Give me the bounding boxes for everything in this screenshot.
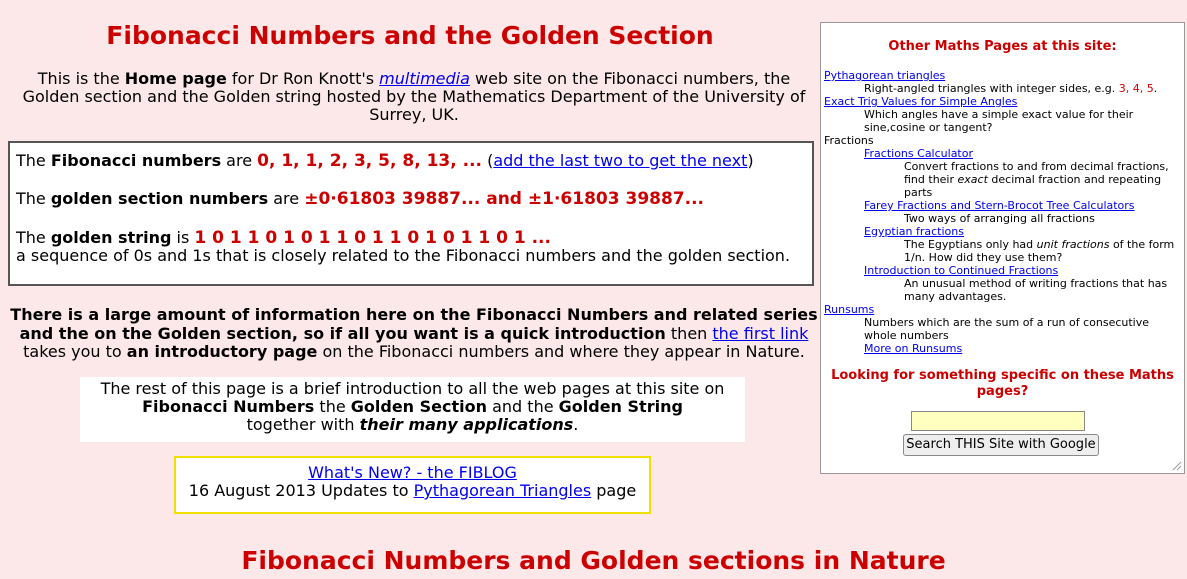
fiblog-link[interactable]: What's New? - the FIBLOG — [308, 463, 517, 482]
page-title: Fibonacci Numbers and the Golden Section — [106, 21, 714, 50]
pythagorean-triangles-update-link[interactable]: Pythagorean Triangles — [413, 481, 592, 500]
sidebar-link-exact-trig[interactable]: Exact Trig Values for Simple Angles — [824, 95, 1018, 108]
fractions-calculator-description: Convert fractions to and from decimal fractions, find their exact decimal fraction and repeating parts — [904, 160, 1169, 199]
other-maths-pages-sidebar — [820, 22, 1185, 474]
runsums-description: Numbers which are the sum of a run of consecutive whole numbers — [864, 316, 1150, 342]
egyptian-description: The Egyptians only had unit fractions of the form 1/n. How did they use them? — [904, 238, 1175, 264]
golden-section-definition: The golden section numbers are ±0·61803 39887... and ±1·61803 39887... — [16, 189, 705, 209]
golden-string-description: a sequence of 0s and 1s that is closely related to the Fibonacci numbers and the golden section. — [16, 246, 791, 265]
golden-string-values: 1 0 1 1 0 1 0 1 1 0 1 1 0 1 0 1 1 0 1 ... — [194, 228, 551, 248]
add-last-two-link[interactable]: add the last two to get the next — [493, 151, 748, 170]
sidebar-link-runsums[interactable]: Runsums — [824, 303, 875, 316]
sidebar-heading: Other Maths Pages at this site: — [888, 39, 1117, 54]
rest-of-page-box: The rest of this page is a brief introduction to all the web pages at this site on Fibonacci Numbers the Golden Section and the Golden String together with their many applications. — [80, 377, 745, 442]
sidebar-link-fractions-calculator[interactable]: Fractions Calculator — [864, 147, 973, 160]
sidebar-link-more-runsums[interactable]: More on Runsums — [864, 342, 963, 355]
site-search-input[interactable] — [911, 411, 1085, 431]
definitions-box — [8, 141, 814, 286]
sidebar-link-farey-fractions[interactable]: Farey Fractions and Stern-Brocot Tree Calculators — [864, 199, 1135, 212]
farey-description: Two ways of arranging all fractions — [904, 212, 1095, 225]
sidebar-link-continued-fractions[interactable]: Introduction to Continued Fractions — [864, 264, 1059, 277]
golden-string-definition: The golden string is 1 0 1 1 0 1 0 1 1 0 1 1 0 1 0 1 1 0 1 ... a sequence of 0s and 1s that is closely related to the Fibonacci numbers and the golden section. — [16, 228, 791, 265]
pythagorean-description: Right-angled triangles with integer sides, e.g. 3, 4, 5. — [864, 82, 1158, 95]
continued-fractions-description: An unusual method of writing fractions that has many advantages. — [904, 277, 1168, 303]
search-site-button[interactable]: Search THIS Site with Google — [903, 434, 1099, 456]
fibonacci-definition: The Fibonacci numbers are 0, 1, 1, 2, 3, 5, 8, 13, ... (add the last two to get the next) — [16, 151, 754, 171]
sidebar-link-egyptian-fractions[interactable]: Egyptian fractions — [864, 225, 964, 238]
resize-grip-icon[interactable] — [1172, 461, 1182, 471]
first-link[interactable]: the first link — [712, 323, 809, 343]
multimedia-link[interactable]: multimedia — [379, 69, 470, 88]
sidebar-link-pythagorean-triangles[interactable]: Pythagorean triangles — [824, 69, 946, 82]
sidebar-list — [824, 69, 1180, 355]
golden-section-values: ±0·61803 39887... and ±1·61803 39887... — [304, 189, 705, 209]
quick-intro-paragraph: There is a large amount of information here on the Fibonacci Numbers and related series and the on the Golden section, so if all you want is a quick introduction then the first link takes you to an introductory page on the Fibonacci numbers and where they appear in Nature. — [10, 305, 818, 361]
intro-paragraph: This is the Home page for Dr Ron Knott's multimedia web site on the Fibonacci numbers, the Golden section and the Golden string hosted by the Mathematics Department of the University of Surrey, UK. — [22, 69, 806, 124]
fibonacci-sequence: 0, 1, 1, 2, 3, 5, 8, 13, ... — [257, 151, 482, 171]
nature-section-heading: Fibonacci Numbers and Golden sections in Nature — [241, 546, 946, 575]
fractions-label: Fractions — [824, 134, 874, 147]
search-question: Looking for something specific on these Maths pages? — [831, 368, 1174, 399]
whats-new-box: What's New? - the FIBLOG 16 August 2013 Updates to Pythagorean Triangles page — [174, 456, 651, 514]
trig-description: Which angles have a simple exact value for their sine,cosine or tangent? — [864, 108, 1134, 134]
